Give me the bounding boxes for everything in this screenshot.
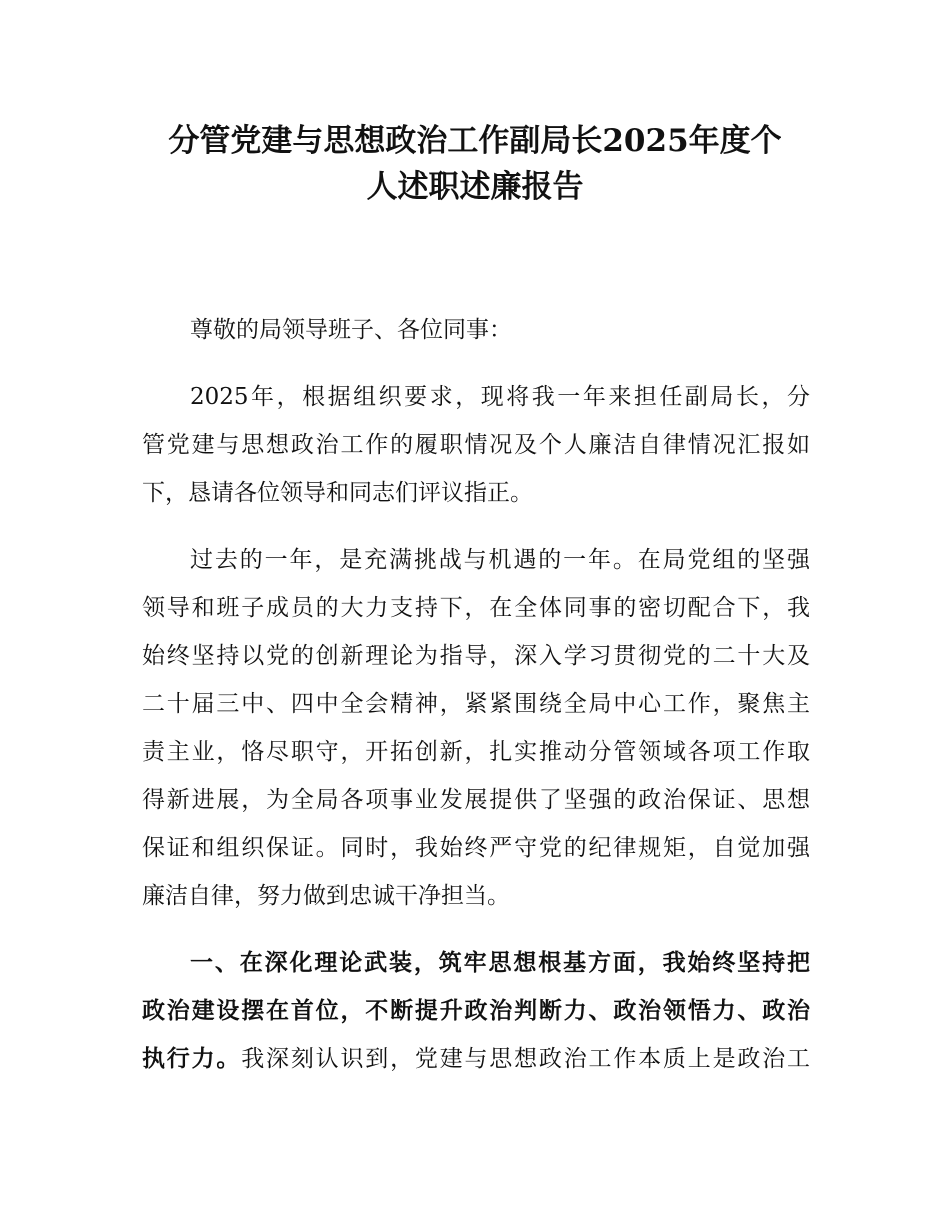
title-line: 分管党建与思想政治工作副局长2025年度个 bbox=[168, 123, 782, 159]
section-heading-end: 执行力。 bbox=[142, 1045, 242, 1072]
text-line bbox=[142, 1035, 810, 1083]
text-line: 廉洁自律，努力做到忠诚干净担当。 bbox=[142, 883, 510, 909]
salutation: 尊敬的局领导班子、各位同事： bbox=[190, 317, 512, 343]
salutation-paragraph bbox=[142, 306, 810, 354]
section-text: 我深刻认识到，党建与思想政治工作本质上是政治工 bbox=[241, 1046, 811, 1072]
title-line: 人述职述廉报告 bbox=[366, 169, 584, 205]
document-title bbox=[130, 118, 820, 210]
text-line: 始终坚持以党的创新理论为指导，深入学习贯彻党的二十大及 bbox=[142, 643, 810, 669]
text-line: 过去的一年，是充满挑战与机遇的一年。在局党组的坚强 bbox=[190, 547, 810, 573]
text-line: 下，恳请各位领导和同志们评议指正。 bbox=[142, 480, 533, 506]
text-line: 二十届三中、四中全会精神，紧紧围绕全局中心工作，聚焦主 bbox=[142, 691, 810, 717]
document-body bbox=[142, 306, 810, 1102]
text-line: 领导和班子成员的大力支持下，在全体同事的密切配合下，我 bbox=[142, 595, 810, 621]
summary-paragraph bbox=[142, 536, 810, 920]
text-line: 得新进展，为全局各项事业发展提供了坚强的政治保证、思想 bbox=[142, 787, 810, 813]
section-1-paragraph bbox=[142, 939, 810, 1083]
text-line: 保证和组织保证。同时，我始终严守党的纪律规矩，自觉加强 bbox=[142, 835, 810, 861]
text-line: 管党建与思想政治工作的履职情况及个人廉洁自律情况汇报如 bbox=[142, 432, 810, 458]
text-line: 责主业，恪尽职守，开拓创新，扎实推动分管领域各项工作取 bbox=[142, 739, 810, 765]
section-heading-line: 一、在深化理论武装，筑牢思想根基方面，我始终坚持把 bbox=[190, 949, 810, 976]
section-heading-line: 政治建设摆在首位，不断提升政治判断力、政治领悟力、政治 bbox=[142, 997, 810, 1024]
intro-paragraph bbox=[142, 373, 810, 517]
text-line: 2025年，根据组织要求，现将我一年来担任副局长，分 bbox=[190, 384, 810, 410]
